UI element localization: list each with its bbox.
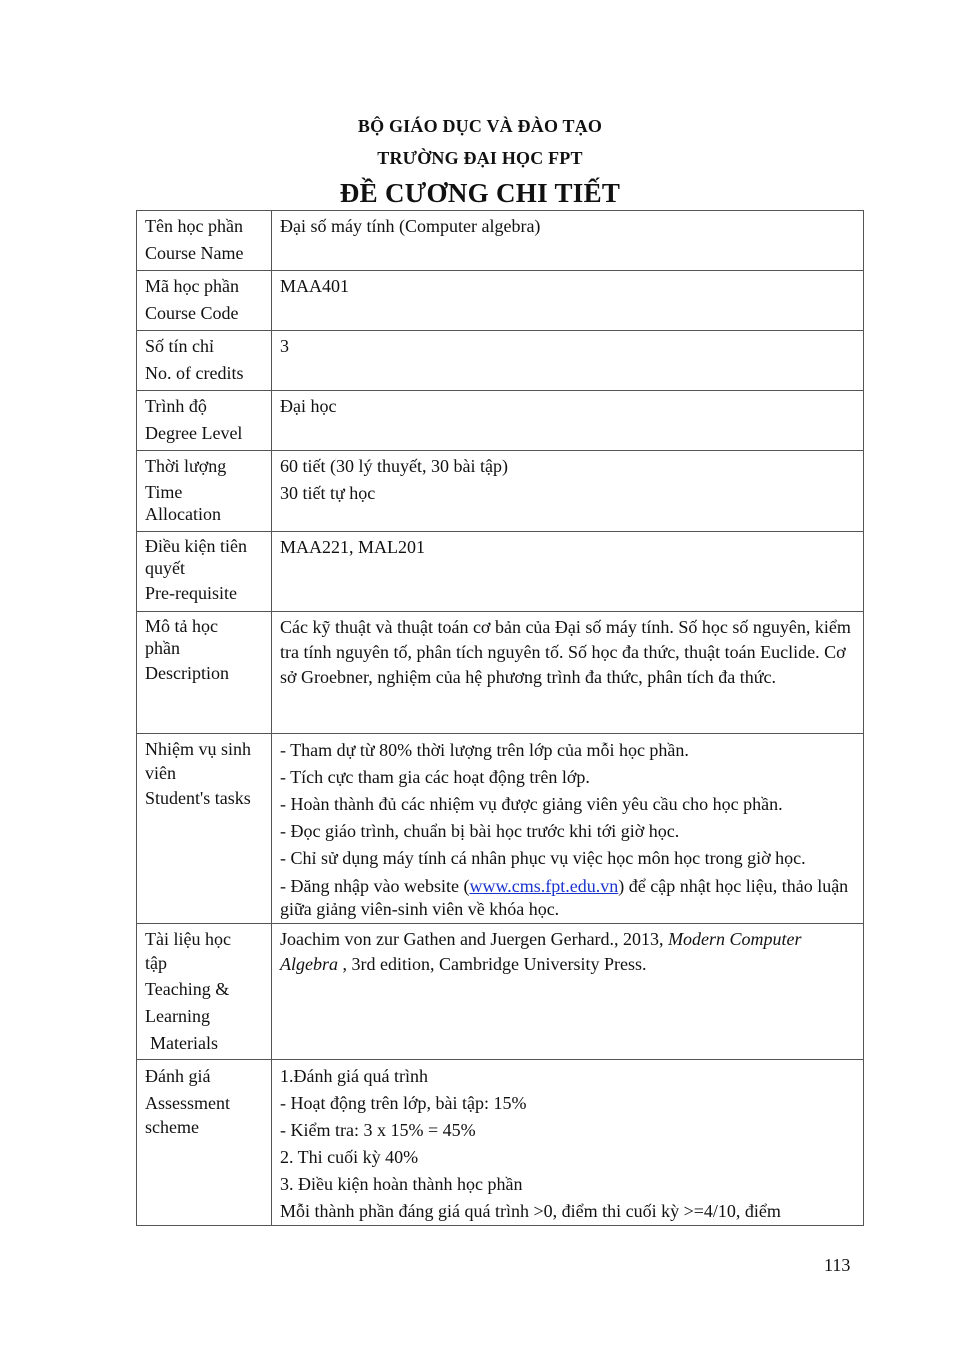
assessment-label <box>137 1060 272 1226</box>
task-item: - Chỉ sử dụng máy tính cá nhân phục vụ việc học môn học trong giờ học. <box>280 848 806 868</box>
label-en: Student's tasks <box>145 788 251 808</box>
credits-value: 3 <box>272 331 864 391</box>
label-en-2: Learning <box>145 1006 210 1026</box>
cms-website-link[interactable]: www.cms.fpt.edu.vn <box>469 876 619 896</box>
label-vi: Thời lượng <box>145 456 227 476</box>
materials-book-title: Modern Computer Algebra <box>280 929 802 974</box>
assessment-line: 2. Thi cuối kỳ 40% <box>280 1147 419 1167</box>
row-description <box>137 612 864 734</box>
label-vi: Tên học phần <box>145 216 243 236</box>
task-item: - Đọc giáo trình, chuẩn bị bài học trước khi tới giờ học. <box>280 821 680 841</box>
row-course-name <box>137 211 864 271</box>
assessment-line: - Hoạt động trên lớp, bài tập: 15% <box>280 1093 527 1113</box>
label-en: Course Name <box>145 243 244 263</box>
label-en-1: Time <box>145 482 183 502</box>
label-en-2: Allocation <box>145 504 221 524</box>
description-value: Các kỹ thuật và thuật toán cơ bản của Đại số máy tính. Số học số nguyên, kiểm tra tính nguyên tố, phân tích nguyên tố. Số học đa thức, thuật toán Euclide. Cơ sở Groebner, nghiệm của hệ phương trình đa thức, phân tích đa thức. <box>272 612 864 734</box>
degree-level-label <box>137 391 272 451</box>
label-vi: Trình độ <box>145 396 207 416</box>
label-en: Degree Level <box>145 423 243 443</box>
row-assessment <box>137 1060 864 1226</box>
label-en: Pre-requisite <box>145 583 237 603</box>
label-vi: Số tín chỉ <box>145 336 215 356</box>
task-item: - Tích cực tham gia các hoạt động trên lớp. <box>280 767 590 787</box>
label-en: Description <box>145 663 229 683</box>
label-en-2: scheme <box>145 1117 199 1137</box>
row-prerequisite <box>137 532 864 612</box>
label-en-1: Assessment <box>145 1093 230 1113</box>
prerequisite-value: MAA221, MAL201 <box>272 532 864 612</box>
materials-rest: , 3rd edition, Cambridge University Press. <box>338 954 647 974</box>
materials-value <box>272 924 864 1060</box>
task-item-login <box>280 875 855 921</box>
time-line-1: 60 tiết (30 lý thuyết, 30 bài tập) <box>280 456 508 476</box>
label-vi-2: phần <box>145 638 180 658</box>
label-vi-1: Điều kiện tiên <box>145 536 247 556</box>
label-vi-2: quyết <box>145 558 185 578</box>
syllabus-table <box>136 210 864 1226</box>
assessment-line: 3. Điều kiện hoàn thành học phần <box>280 1174 523 1194</box>
assessment-line: - Kiểm tra: 3 x 15% = 45% <box>280 1120 476 1140</box>
row-materials <box>137 924 864 1060</box>
degree-level-value: Đại học <box>272 391 864 451</box>
materials-label <box>137 924 272 1060</box>
label-en: No. of credits <box>145 363 244 383</box>
credits-label <box>137 331 272 391</box>
course-name-label <box>137 211 272 271</box>
ministry-heading: BỘ GIÁO DỤC VÀ ĐÀO TẠO <box>357 116 603 136</box>
row-student-tasks <box>137 734 864 924</box>
label-en-3: Materials <box>150 1033 218 1053</box>
time-allocation-label <box>137 451 272 532</box>
task-login-suffix: ) để cập nhật học liệu, thảo luận giữa giảng viên-sinh viên về khóa học. <box>280 876 849 919</box>
label-vi-1: Tài liệu học <box>145 929 231 949</box>
label-en-1: Teaching & <box>145 979 230 999</box>
label-vi-1: Nhiệm vụ sinh <box>145 739 251 759</box>
time-line-2: 30 tiết tự học <box>280 483 376 503</box>
row-time-allocation <box>137 451 864 532</box>
time-allocation-value <box>272 451 864 532</box>
label-vi: Mã học phần <box>145 276 239 296</box>
student-tasks-value <box>272 734 864 924</box>
assessment-line: 1.Đánh giá quá trình <box>280 1066 428 1086</box>
assessment-value <box>272 1060 864 1226</box>
assessment-line: Mỗi thành phần đáng giá quá trình >0, điểm thi cuối kỳ >=4/10, điểm <box>280 1201 781 1221</box>
label-vi-1: Mô tả học <box>145 616 218 636</box>
row-credits <box>137 331 864 391</box>
course-code-label <box>137 271 272 331</box>
label-en: Course Code <box>145 303 239 323</box>
label-vi-2: tập <box>145 953 167 973</box>
label-vi: Đánh giá <box>145 1066 211 1086</box>
student-tasks-label <box>137 734 272 924</box>
row-course-code <box>137 271 864 331</box>
university-heading: TRƯỜNG ĐẠI HỌC FPT <box>377 148 583 168</box>
document-title: ĐỀ CƯƠNG CHI TIẾT <box>339 178 621 208</box>
label-vi-2: viên <box>145 763 176 783</box>
row-degree-level <box>137 391 864 451</box>
page-number: 113 <box>824 1255 851 1275</box>
course-name-value: Đại số máy tính (Computer algebra) <box>272 211 864 271</box>
task-item: - Tham dự từ 80% thời lượng trên lớp của mỗi học phần. <box>280 740 689 760</box>
course-code-value: MAA401 <box>272 271 864 331</box>
materials-authors: Joachim von zur Gathen and Juergen Gerhard., 2013, <box>280 929 669 949</box>
prerequisite-label <box>137 532 272 612</box>
task-item: - Hoàn thành đủ các nhiệm vụ được giảng viên yêu cầu cho học phần. <box>280 794 783 814</box>
task-login-prefix: - Đăng nhập vào website ( <box>280 876 470 896</box>
description-label <box>137 612 272 734</box>
